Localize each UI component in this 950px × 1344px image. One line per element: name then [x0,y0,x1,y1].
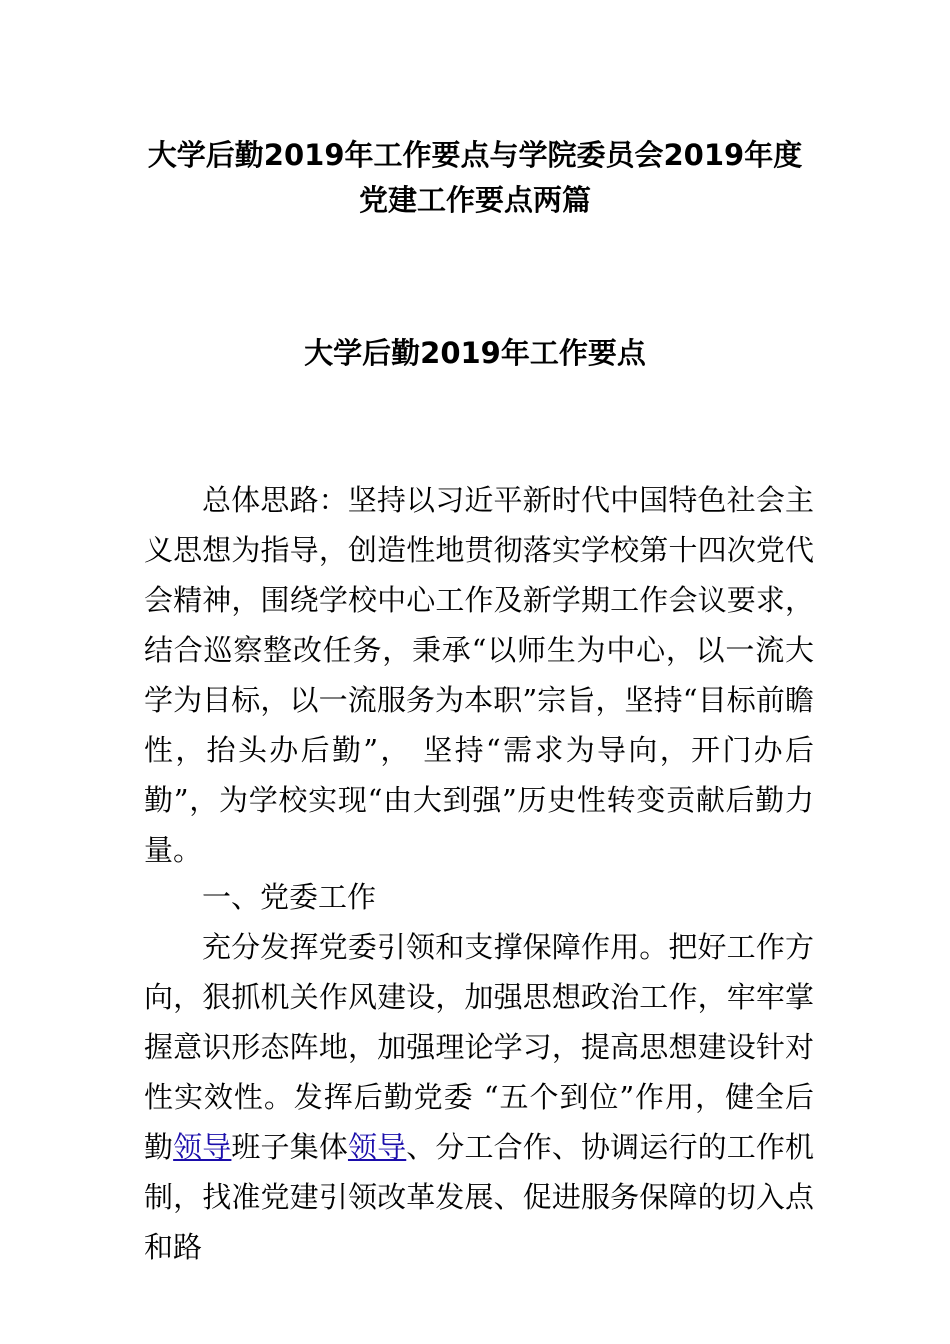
paragraph-text: 、分工合作、协调运行的工作机制，找准党建引领改革发展、促进服务保障的切入点和路 [144,1130,814,1264]
document-title-line-1: 大学后勤2019年工作要点与学院委员会2019年度 [147,138,803,172]
paragraph-text: 班子集体 [231,1130,348,1164]
paragraph-party-committee [144,922,814,1272]
leadership-link[interactable]: 领导 [173,1130,232,1164]
heading-party-committee-work: 一、党委工作 [202,880,377,914]
document-title-line-2: 党建工作要点两篇 [358,183,591,217]
leadership-link[interactable]: 领导 [347,1130,407,1164]
paragraph-overall-approach: 总体思路：坚持以习近平新时代中国特色社会主义思想为指导，创造性地贯彻落实学校第十四次党代会精神，围绕学校中心工作及新学期工作会议要求，结合巡察整改任务，秉承“以师生为中心，以一流大学为目标，以一流服务为本职”宗旨，坚持“目标前瞻性，抬头办后勤”， 坚持“需求为导向，开门办后勤”，为学校实现“由大到强”历史性转变贡献后勤力量。 [144,483,814,867]
section-title: 大学后勤2019年工作要点 [304,336,646,370]
paragraph-text: 充分发挥党委引领和支撑保障作用。把好工作方向，狠抓机关作风建设，加强思想政治工作，牢牢掌握意识形态阵地，加强理论学习，提高思想建设针对性实效性。发挥后勤党委 “五个到位”作用，健全后勤 [144,930,814,1164]
